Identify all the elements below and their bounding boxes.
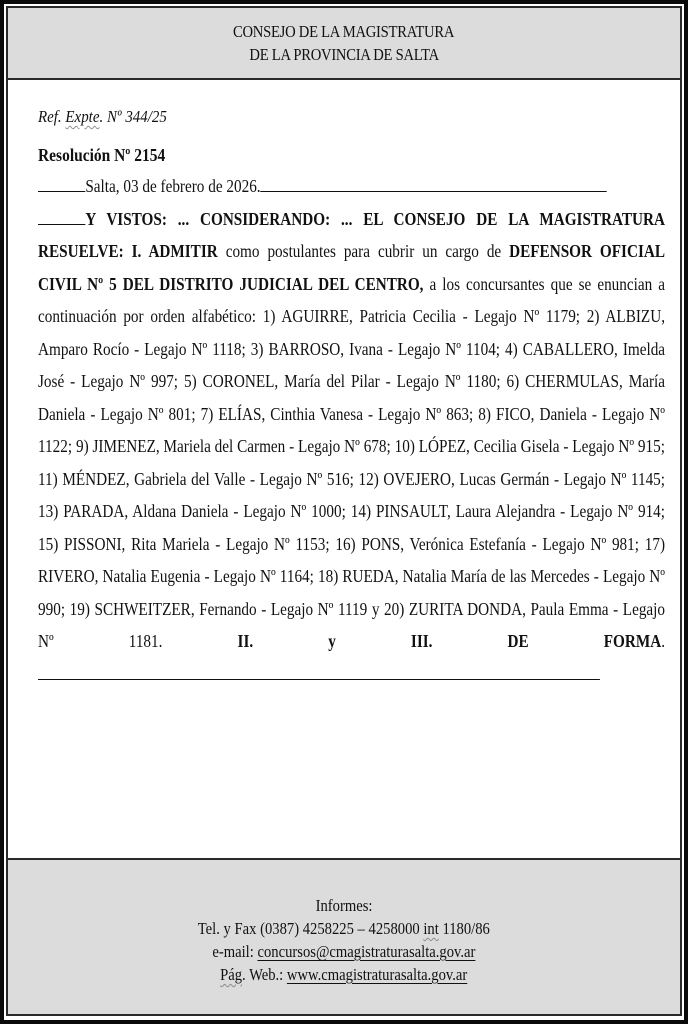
legajo-label: Legajo Nº <box>298 436 360 456</box>
candidate-number: 15) <box>38 533 59 554</box>
candidate-number: 9) <box>75 436 89 456</box>
candidate-legajo: 863 <box>446 403 470 424</box>
candidate-number: 20) <box>384 598 405 619</box>
candidate-name: Lucas Germán <box>459 468 550 489</box>
legajo-label: Legajo Nº <box>572 436 635 456</box>
footer-email <box>213 940 476 963</box>
candidate-number: 17) <box>644 533 666 554</box>
candidate-entry: 6) CHERMULAS, María Daniela - Legajo Nº 801; <box>38 371 666 424</box>
candidate-surname: PARADA <box>63 501 125 521</box>
legajo-label: Legajo Nº <box>378 403 442 424</box>
candidate-number: 5) <box>183 371 197 391</box>
candidate-surname: RIVERO <box>38 566 95 586</box>
date-text: Salta, 03 de febrero de 2026. <box>85 176 261 196</box>
document-header <box>8 8 680 80</box>
candidate-entry: 13) PARADA, Aldana Daniela - Legajo Nº 1000; <box>38 501 351 521</box>
candidate-surname: AGUIRRE <box>281 306 349 326</box>
candidate-name: María Daniela <box>38 371 666 424</box>
candidate-name: Imelda José <box>38 338 666 391</box>
candidate-entry: 20) ZURITA DONDA, Paula Emma - Legajo Nº 1181. <box>38 598 666 651</box>
candidate-number: 12) <box>358 468 379 489</box>
candidate-legajo: 1118 <box>212 338 242 359</box>
web-label-rest: . Web.: <box>242 965 288 984</box>
closing-period: . <box>661 631 666 651</box>
footer-phone <box>198 917 490 940</box>
candidate-name: Natalia María de las Mercedes <box>402 566 590 586</box>
list-intro: a los concursantes que se enuncian a continuación por orden alfabético: <box>38 273 665 326</box>
blank-line <box>38 663 600 680</box>
intro-bold: Y VISTOS: ... CONSIDERANDO: ... EL CONSEJO DE LA MAGISTRATURA RESUELVE: I. ADMITIR <box>38 208 665 261</box>
candidate-number: 18) <box>317 566 339 586</box>
resolution-number: Resolución Nº 2154 <box>38 145 166 165</box>
closing-bold: II. y III. DE FORMA <box>237 631 662 651</box>
candidate-entry: 18) RUEDA, Natalia María de las Mercedes - Legajo Nº 990; <box>38 566 666 619</box>
candidate-name: Fernando <box>199 598 257 619</box>
legajo-label: Legajo Nº <box>243 501 307 521</box>
post-bold: DEFENSOR OFICIAL CIVIL Nº 5 DEL DISTRITO JUDICIAL DEL CENTRO, <box>38 241 665 294</box>
candidate-surname: ELÍAS <box>218 403 262 424</box>
candidate-surname: JIMENEZ <box>92 436 156 456</box>
candidate-legajo: 981 <box>611 533 635 554</box>
blank-line <box>38 175 85 192</box>
candidate-entry: 4) CABALLERO, Imelda José - Legajo Nº 997; <box>38 338 666 391</box>
candidate-number: 19) <box>69 598 90 619</box>
candidate-name: Paula Emma <box>530 598 609 619</box>
candidate-surname: CABALLERO <box>522 338 614 359</box>
intro-text: como postulantes para cubrir un cargo de <box>217 241 510 261</box>
blank-line <box>261 175 607 192</box>
legajo-label: Legajo Nº <box>259 468 323 489</box>
candidate-entry: 2) ALBIZU, Amparo Rocío - Legajo Nº 1118; <box>38 306 665 359</box>
document-inner <box>6 6 682 1016</box>
candidate-entry: 7) ELÍAS, Cinthia Vanesa - Legajo Nº 863; <box>200 403 479 424</box>
candidate-entry: 8) FICO, Daniela - Legajo Nº 1122; <box>38 403 666 456</box>
candidate-surname: SCHWEITZER <box>94 598 191 619</box>
ref-expte: Expte <box>65 107 100 126</box>
candidate-legajo: 1181 <box>128 631 159 651</box>
candidate-name: Ivana <box>349 338 383 359</box>
candidate-legajo: 914 <box>637 501 661 521</box>
resolution-text <box>38 170 665 690</box>
candidate-name: Cinthia Vanesa <box>270 403 363 424</box>
candidate-legajo: 801 <box>168 403 192 424</box>
candidate-name: María del Pilar <box>284 371 380 391</box>
legajo-label: Legajo Nº <box>226 533 290 554</box>
candidate-entry: 17) RIVERO, Natalia Eugenia - Legajo Nº 1164; <box>38 533 666 586</box>
candidate-legajo: 915 <box>637 436 661 456</box>
candidate-surname: PINSAULT <box>375 501 447 521</box>
candidate-surname: RUEDA <box>342 566 395 586</box>
candidate-entry: 19) SCHWEITZER, Fernando - Legajo Nº 1119 y <box>69 598 385 619</box>
phone-prefix: Tel. y Fax (0387) 4258225 – 4258000 <box>197 919 424 938</box>
candidate-surname: FICO <box>496 403 531 424</box>
legajo-label: Legajo Nº <box>474 306 540 326</box>
candidate-legajo: 1153 <box>295 533 326 554</box>
candidate-legajo: 1122 <box>38 436 68 456</box>
candidate-legajo: 516 <box>326 468 350 489</box>
email-link[interactable]: concursos@cmagistraturasalta.gov.ar <box>257 942 476 961</box>
legajo-label: Legajo Nº <box>542 533 607 554</box>
candidate-number: 4) <box>505 338 518 359</box>
candidate-surname: CORONEL <box>202 371 275 391</box>
candidate-entry: 14) PINSAULT, Laura Alejandra - Legajo Nº 914; <box>350 501 666 521</box>
candidate-entry: 9) JIMENEZ, Mariela del Carmen - Legajo Nº 678; <box>75 436 395 456</box>
candidate-name: Patricia Cecilia <box>359 306 456 326</box>
legajo-label: Legajo Nº <box>602 566 666 586</box>
candidate-entry: 5) CORONEL, María del Pilar - Legajo Nº 1180; <box>183 371 507 391</box>
legajo-label: Legajo Nº <box>100 403 164 424</box>
candidate-surname: PONS <box>361 533 401 554</box>
candidate-entry: 16) PONS, Verónica Estefanía - Legajo Nº 981; <box>335 533 645 554</box>
legajo-label: Legajo Nº <box>397 338 461 359</box>
legajo-label: Legajo Nº <box>570 501 634 521</box>
candidate-number: 3) <box>250 338 264 359</box>
ref-prefix: Ref. <box>38 107 66 126</box>
candidate-legajo: 1180 <box>466 371 497 391</box>
footer-title: Informes: <box>315 896 373 915</box>
candidate-entry: 10) LÓPEZ, Cecilia Gisela - Legajo Nº 915; <box>394 436 665 456</box>
candidate-surname: ZURITA DONDA <box>408 598 523 619</box>
candidate-name: Aldana Daniela <box>132 501 229 521</box>
legajo-label: Legajo Nº <box>38 598 666 651</box>
document-footer <box>8 858 680 1014</box>
candidate-legajo: 1104 <box>465 338 496 359</box>
candidate-name: Rita Mariela <box>131 533 210 554</box>
candidate-legajo: 1179 <box>545 306 576 326</box>
candidate-surname: CHERMULAS <box>525 371 619 391</box>
legajo-label: Legajo Nº <box>213 566 276 586</box>
candidate-surname: PISSONI <box>64 533 122 554</box>
candidate-legajo: 1145 <box>630 468 661 489</box>
legajo-label: Legajo Nº <box>602 403 666 424</box>
candidate-legajo: 1119 <box>337 598 368 619</box>
candidate-name: Gabriela del Valle <box>134 468 246 489</box>
phone-int: int <box>423 919 439 938</box>
candidate-entry: 3) BARROSO, Ivana - Legajo Nº 1104; <box>250 338 506 359</box>
web-label-pag: Pág <box>220 965 243 984</box>
legajo-label: Legajo Nº <box>81 371 146 391</box>
candidate-number: 6) <box>506 371 520 391</box>
candidate-entry: 1) AGUIRRE, Patricia Cecilia - Legajo Nº 1179; <box>262 306 587 326</box>
phone-suffix: 1180/86 <box>438 919 491 938</box>
header-title-line1: CONSEJO DE LA MAGISTRATURA <box>233 22 455 41</box>
legajo-label: Legajo Nº <box>396 371 461 391</box>
web-link[interactable]: www.cmagistraturasalta.gov.ar <box>287 965 468 984</box>
legajo-label: Legajo Nº <box>270 598 334 619</box>
candidate-entry: 11) MÉNDEZ, Gabriela del Valle - Legajo Nº 516; <box>38 468 359 489</box>
candidate-surname: BARROSO <box>268 338 341 359</box>
candidate-name: Cecilia Gisela <box>473 436 560 456</box>
candidate-number: 10) <box>394 436 415 456</box>
candidate-legajo: 1164 <box>279 566 310 586</box>
candidate-name: Laura Alejandra <box>455 501 556 521</box>
candidate-surname: LÓPEZ <box>418 436 467 456</box>
legajo-label: Legajo Nº <box>563 468 627 489</box>
footer-web <box>220 963 467 986</box>
candidate-list <box>38 306 665 651</box>
candidate-name: Mariela del Carmen <box>163 436 286 456</box>
candidate-surname: MÉNDEZ <box>62 468 126 489</box>
candidate-number: 14) <box>350 501 372 521</box>
candidate-entry: 15) PISSONI, Rita Mariela - Legajo Nº 1153; <box>38 533 336 554</box>
candidate-name: Daniela <box>539 403 587 424</box>
candidate-legajo: 1000 <box>311 501 342 521</box>
candidate-entry: 12) OVEJERO, Lucas Germán - Legajo Nº 1145; <box>358 468 666 489</box>
candidate-number: 16) <box>335 533 356 554</box>
candidate-name: Amparo Rocío <box>38 338 130 359</box>
candidate-legajo: 997 <box>150 371 174 391</box>
resolution-paragraph <box>38 203 665 691</box>
reference-line <box>38 106 580 128</box>
ref-suffix: . Nº 344/25 <box>99 107 167 126</box>
candidate-number: 2) <box>586 306 600 326</box>
candidate-number: 13) <box>38 501 59 521</box>
legajo-label: Legajo Nº <box>144 338 208 359</box>
candidate-number: 1) <box>262 306 276 326</box>
date-line <box>38 170 665 203</box>
candidate-number: 7) <box>200 403 214 424</box>
candidate-surname: OVEJERO <box>383 468 452 489</box>
blank-line <box>38 208 85 225</box>
email-label: e-mail: <box>212 942 258 961</box>
candidate-surname: ALBIZU <box>605 306 662 326</box>
candidate-legajo: 990 <box>38 598 61 619</box>
document-body <box>8 80 680 858</box>
header-title-line2: DE LA PROVINCIA DE SALTA <box>249 45 439 64</box>
candidate-number: 8) <box>478 403 491 424</box>
candidate-number: 11) <box>38 468 58 489</box>
candidate-name: Natalia Eugenia <box>102 566 201 586</box>
candidate-legajo: 678 <box>363 436 387 456</box>
candidate-name: Verónica Estefanía <box>409 533 526 554</box>
